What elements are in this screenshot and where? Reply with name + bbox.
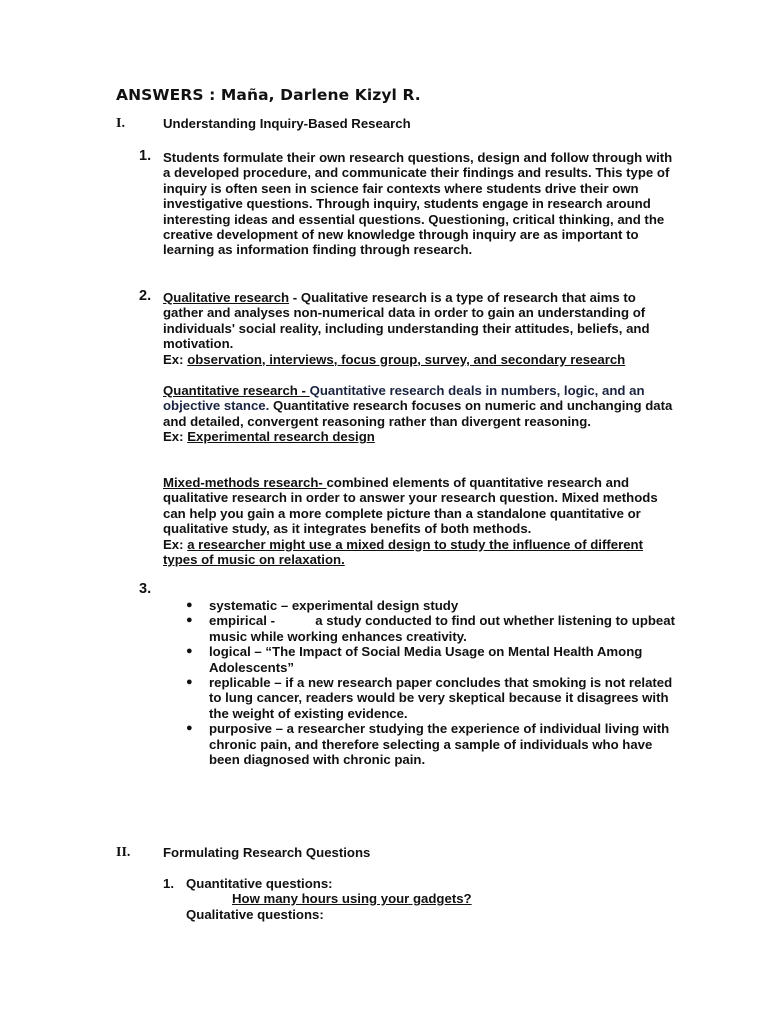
qualitative-term: Qualitative research — [163, 290, 290, 305]
document-title: ANSWERS : Maña, Darlene Kizyl R. — [116, 86, 421, 104]
quantitative-questions-label: Quantitative questions: — [186, 876, 333, 891]
section-2-heading: Formulating Research Questions — [163, 845, 371, 860]
list-item: ● replicable – if a new research paper concludes that smoking is not related to lung cancer, readers would be very skeptical because it disagrees with the weight of existing evidence. — [186, 675, 676, 721]
bullet-icon: ● — [186, 645, 193, 658]
quantitative-definition-a: Quantitative research deals in numbers, logic, and an objective stance. — [163, 383, 645, 414]
qualitative-research-block — [163, 290, 678, 367]
quantitative-ex-label: Ex: — [163, 429, 188, 445]
question-1-number: 1. — [139, 148, 152, 164]
list-item: ● logical – “The Impact of Social Media Usage on Mental Health Among Adolescents” — [186, 644, 646, 675]
section-2-question-1-number: 1. — [163, 876, 174, 891]
section-1-heading: Understanding Inquiry-Based Research — [163, 116, 411, 131]
mixed-methods-term: Mixed-methods research- — [163, 475, 327, 490]
quantitative-question-example: How many hours using your gadgets? — [232, 891, 472, 906]
quantitative-definition-b: Quantitative research focuses on numeric and unchanging data and detailed, convergent reasoning rather than divergent reasoning. — [163, 398, 673, 429]
mixed-methods-example: a researcher might use a mixed design to study the influence of different types of music on relaxation. — [163, 536, 643, 568]
section-2-numeral: II. — [116, 845, 131, 860]
list-item: ● purposive – a researcher studying the experience of individual living with chronic pain, and therefore selecting a sample of individuals who have been diagnosed with chronic pain. — [186, 721, 673, 768]
section-1-numeral: I. — [116, 116, 125, 131]
quantitative-example: Experimental research design — [187, 429, 375, 445]
mixed-methods-ex-label: Ex: — [163, 536, 188, 552]
qualitative-definition: - Qualitative research is a type of research that aims to gather and analyses non-numerical data in order to gain an understanding of individuals' social reality, including understanding their attitudes, beliefs, and motivation. — [163, 290, 650, 352]
question-1-answer: Students formulate their own research questions, design and follow through with a developed procedure, and communicate their findings and results. This type of inquiry is often seen in science fair contexts where students drive their own investigative questions. Through inquiry, students engage in research around interesting ideas and essential questions. Questioning, critical thinking, and the creative development of new knowledge through inquiry are as important to learning as information finding through research. — [163, 150, 673, 258]
qualitative-ex-label: Ex: — [163, 351, 188, 367]
question-2-number: 2. — [139, 288, 152, 304]
bullet-icon: ● — [186, 676, 193, 689]
bullet-icon: ● — [186, 614, 193, 627]
bullet-icon: ● — [186, 599, 193, 611]
quantitative-research-block — [163, 383, 678, 445]
characteristics-list — [186, 598, 686, 767]
list-item: ● systematic – experimental design study — [186, 598, 459, 613]
qualitative-questions-label: Qualitative questions: — [186, 907, 324, 922]
quantitative-term: Quantitative research - — [163, 383, 310, 398]
mixed-methods-definition: combined elements of quantitative research and qualitative research in order to answer your research question. Mixed methods can help you gain a more complete picture than a standalone quantitative or qualitative study, as it integrates benefits of both methods. — [163, 475, 658, 537]
mixed-methods-block — [163, 475, 678, 567]
list-item: ● empirical - a study conducted to find out whether listening to upbeat music while working enhances creativity. — [186, 613, 679, 644]
question-3-number: 3. — [139, 581, 152, 597]
qualitative-example: observation, interviews, focus group, survey, and secondary research — [187, 351, 626, 367]
bullet-icon: ● — [186, 722, 193, 735]
